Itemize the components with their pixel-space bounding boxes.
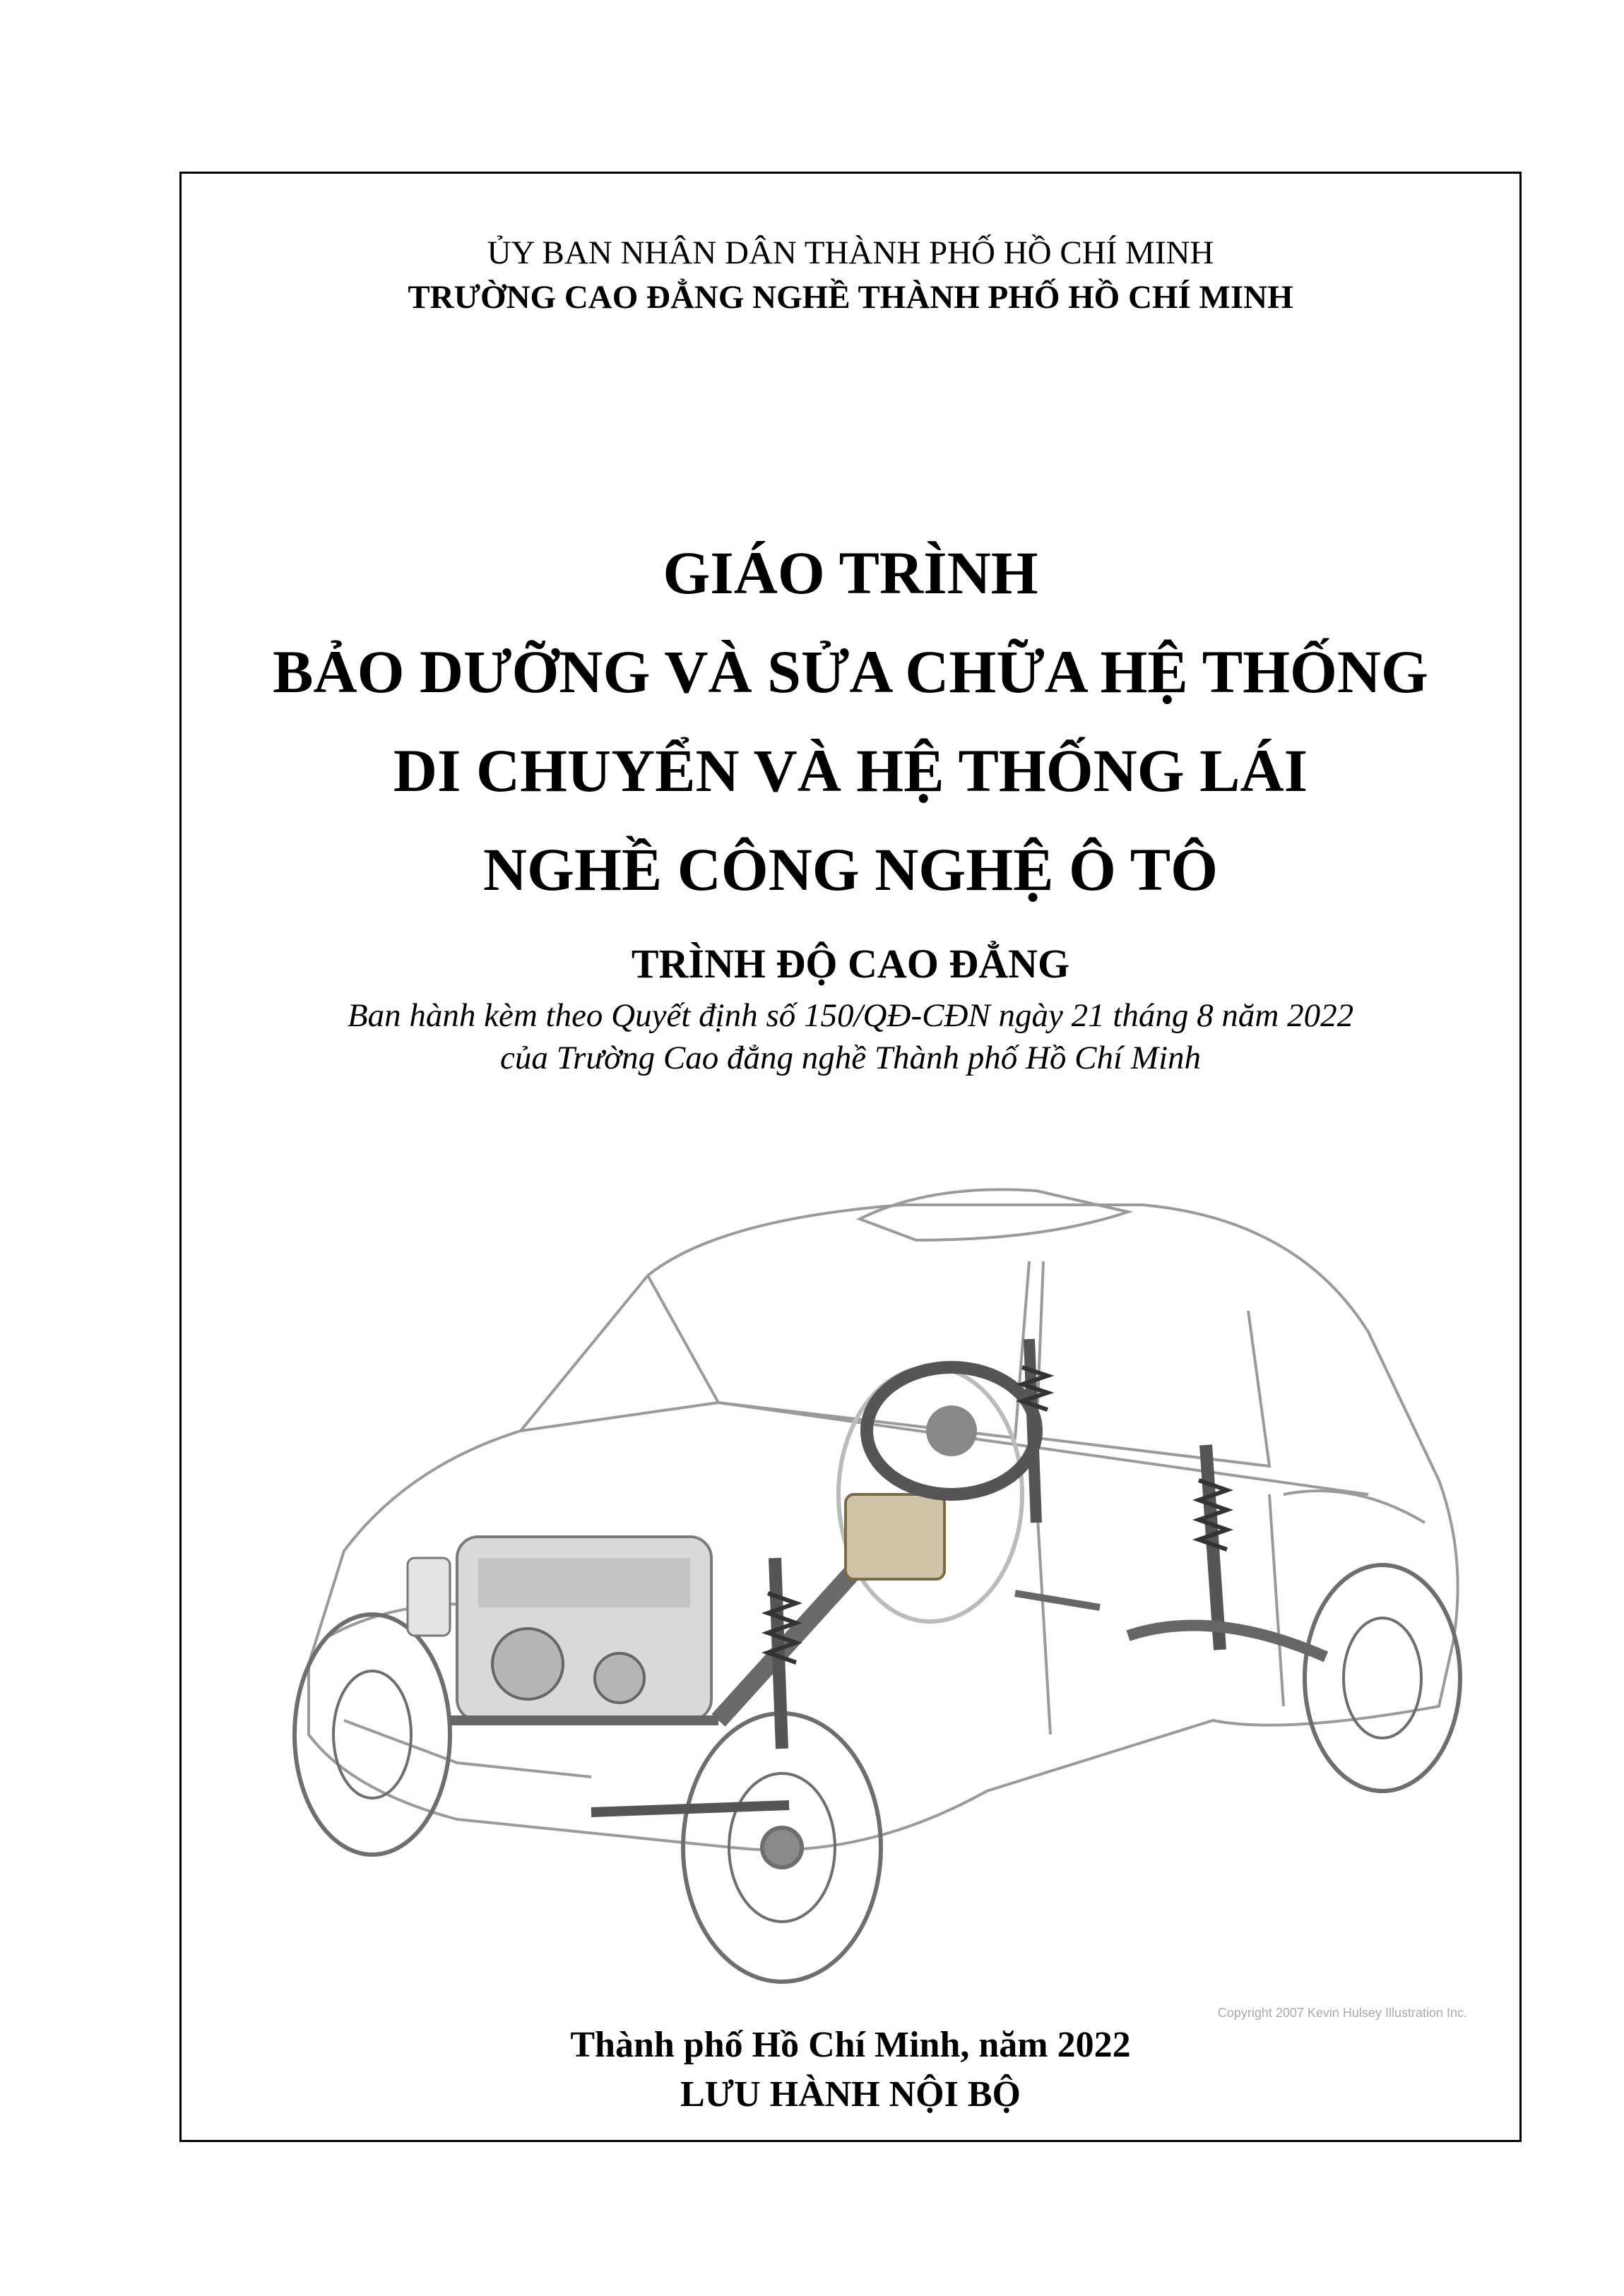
title-line-3: DI CHUYỂN VÀ HỆ THỐNG LÁI: [393, 737, 1308, 804]
org-line-1: ỦY BAN NHÂN DÂN THÀNH PHỐ HỒ CHÍ MINH: [487, 234, 1214, 271]
car-chassis-illustration: [224, 1099, 1481, 2038]
title-line-2: BẢO DƯỠNG VÀ SỬA CHỮA HỆ THỐNG: [273, 638, 1428, 706]
cover-frame: [179, 172, 1522, 2142]
engine-block: [408, 1537, 711, 1720]
circulation-note: LƯU HÀNH NỘI BỘ: [680, 2074, 1021, 2114]
illustration-copyright: Copyright 2007 Kevin Hulsey Illustration Inc.: [1217, 2006, 1467, 2020]
rear-suspension: [1015, 1339, 1326, 1657]
place-year: Thành phố Hồ Chí Minh, năm 2022: [570, 2025, 1131, 2065]
level-heading: TRÌNH ĐỘ CAO ĐẲNG: [631, 941, 1070, 987]
org-line-2: TRƯỜNG CAO ĐẲNG NGHỀ THÀNH PHỐ HỒ CHÍ MINH: [408, 279, 1293, 316]
decision-line-1: Ban hành kèm theo Quyết định số 150/QĐ-CĐN ngày 21 tháng 8 năm 2022: [347, 997, 1354, 1034]
title-line-1: GIÁO TRÌNH: [663, 539, 1038, 607]
decision-line-2: của Trường Cao đẳng nghề Thành phố Hồ Chí Minh: [499, 1040, 1202, 1076]
title-line-4: NGHỀ CÔNG NGHỆ Ô TÔ: [482, 835, 1219, 903]
